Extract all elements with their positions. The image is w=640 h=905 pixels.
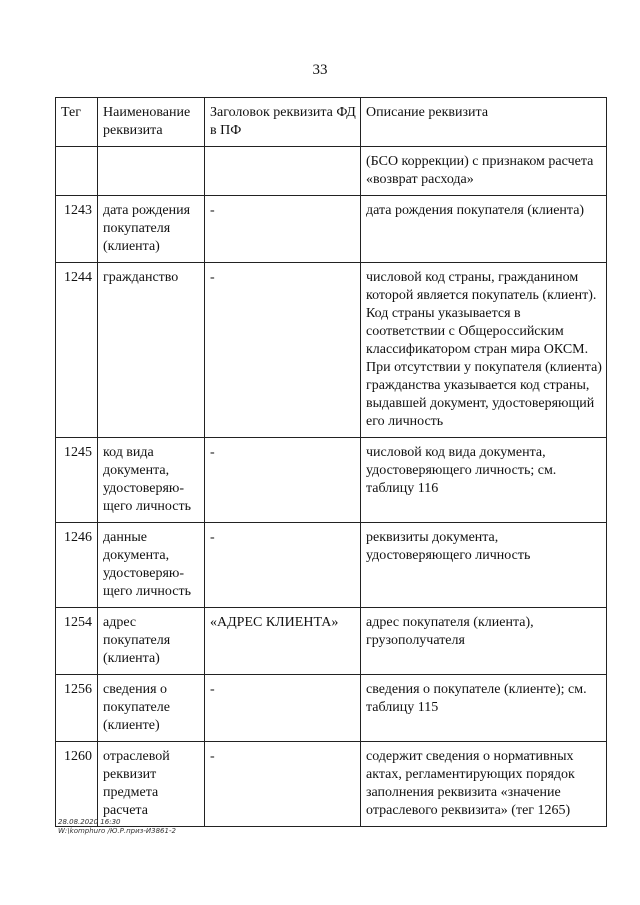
cell-description: адрес покупателя (клиента), грузополучателя [361,608,607,675]
cell-name: данные документа, удостоверяю-щего личность [98,523,205,608]
cell-name [98,147,205,196]
stamp-line-date: 28.08.2020 16:30 [58,818,121,826]
cell-fd-header: «АДРЕС КЛИЕНТА» [205,608,361,675]
table-row [56,608,607,675]
cell-tag: 1246 [56,523,98,608]
cell-description: содержит сведения о нормативных актах, регламентирующих порядок заполнения реквизита «значение отраслевого реквизита» (тег 1265) [361,742,607,827]
cell-tag [56,147,98,196]
registration-stamp [58,818,176,836]
cell-description: (БСО коррекции) с признаком расчета «возврат расхода» [361,147,607,196]
header-fd-header: Заголовок реквизита ФД в ПФ [205,98,361,147]
table-row [56,742,607,827]
cell-description: числовой код вида документа, удостоверяющего личность; см. таблицу 116 [361,438,607,523]
cell-description: дата рождения покупателя (клиента) [361,196,607,263]
cell-fd-header: - [205,263,361,438]
table-row [56,675,607,742]
cell-tag: 1260 [56,742,98,827]
cell-tag: 1245 [56,438,98,523]
page-number: 33 [312,62,328,78]
cell-name: код вида документа, удостоверяю-щего личность [98,438,205,523]
table-row [56,263,607,438]
cell-description: реквизиты документа, удостоверяющего личность [361,523,607,608]
cell-name: гражданство [98,263,205,438]
table-row [56,196,607,263]
header-description: Описание реквизита [361,98,607,147]
cell-fd-header: - [205,675,361,742]
header-tag: Тег [56,98,98,147]
cell-tag: 1244 [56,263,98,438]
cell-description: числовой код страны, гражданином которой является покупатель (клиент). Код страны указывается в соответствии с Общероссийским классификатором стран мира ОКСМ. При отсутствии у покупателя (клиента) гражданства указывается код страны, выдавшей документ, удостоверяющий его личность [361,263,607,438]
requisites-table [55,97,607,827]
cell-tag: 1254 [56,608,98,675]
cell-name: дата рождения покупателя (клиента) [98,196,205,263]
stamp-line-path: W:\komphuro /Ю.Р.приз-И3861-2 [58,827,176,835]
cell-fd-header [205,147,361,196]
header-name: Наименование реквизита [98,98,205,147]
cell-name: отраслевой реквизит предмета расчета [98,742,205,827]
cell-tag: 1243 [56,196,98,263]
table-header-row [56,98,607,147]
table-row [56,438,607,523]
table-row [56,523,607,608]
cell-fd-header: - [205,523,361,608]
cell-description: сведения о покупателе (клиенте); см. таблицу 115 [361,675,607,742]
cell-fd-header: - [205,742,361,827]
cell-fd-header: - [205,196,361,263]
cell-name: сведения о покупателе (клиенте) [98,675,205,742]
cell-fd-header: - [205,438,361,523]
cell-tag: 1256 [56,675,98,742]
table-row [56,147,607,196]
cell-name: адрес покупателя (клиента) [98,608,205,675]
